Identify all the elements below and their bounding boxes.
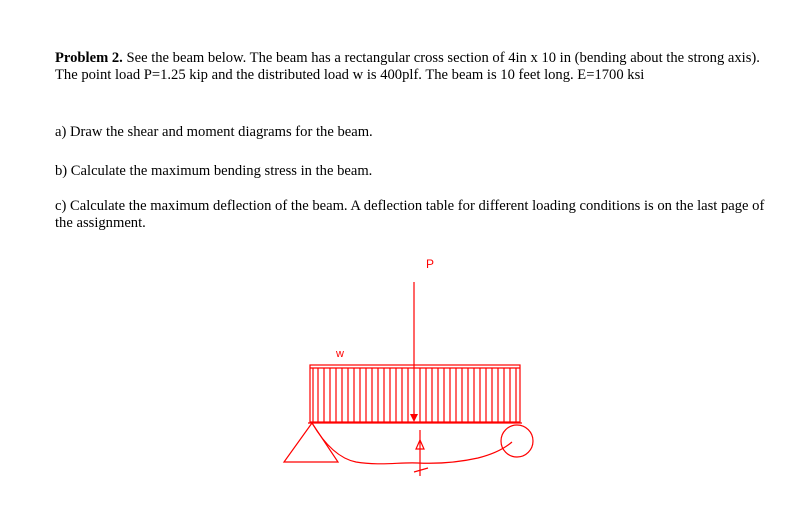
problem-label: Problem 2. [55,50,123,66]
deflected-shape [312,423,512,464]
question-b: b) Calculate the maximum bending stress in the beam. [55,163,373,179]
problem-intro: See the beam below. The beam has a rectangular cross section of 4in x 10 in (bending about the strong axis). The point load P=1.25 kip and the distributed load w is 400plf. The beam is 10 feet long. E=1700 ksi [55,50,760,83]
pin-support [284,423,338,462]
distributed-load-label: w [336,348,344,360]
distributed-load [310,365,520,422]
point-load-arrowhead [410,414,418,422]
question-c: c) Calculate the maximum deflection of the beam. A deflection table for different loading conditions is on the last page of the assignment. [55,198,765,231]
point-load-label: P [426,257,435,271]
roller-support [501,425,533,457]
deflection-tick [414,468,428,472]
question-a: a) Draw the shear and moment diagrams for the beam. [55,124,373,140]
